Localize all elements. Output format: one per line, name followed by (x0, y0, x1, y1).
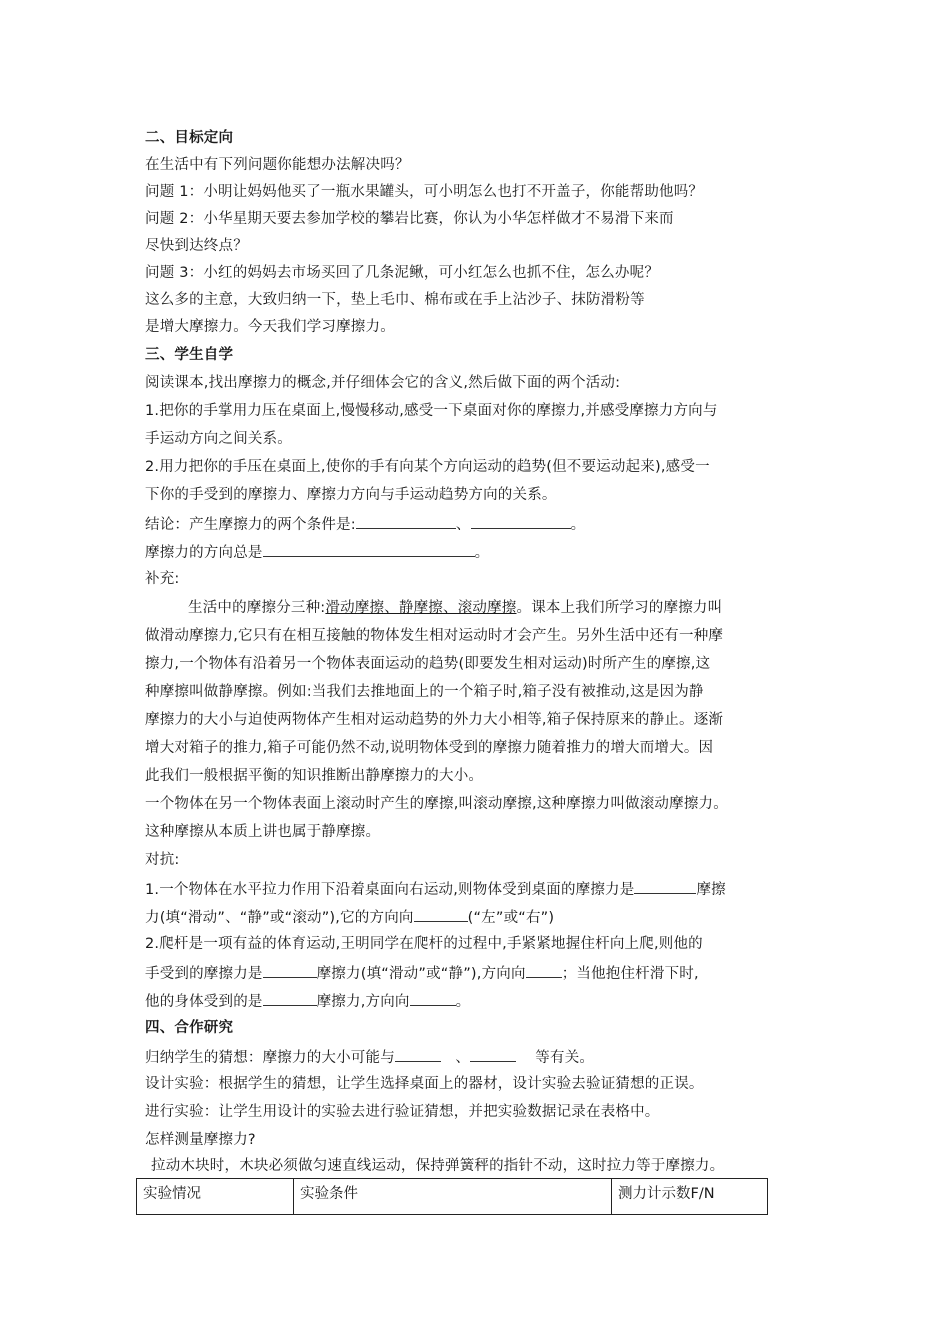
supplement-para-2-line-2: 这种摩擦从本质上讲也属于静摩擦。 (145, 824, 381, 840)
exercise-2-type-blank[interactable] (263, 962, 317, 978)
summary-line-2: 是增大摩擦力。今天我们学习摩擦力。 (145, 319, 395, 335)
guess-prefix: 归纳学生的猜想：摩擦力的大小可能与 (145, 1050, 395, 1066)
header-force-reading: 测力计示数F/N (612, 1179, 768, 1215)
guess-line (145, 1046, 594, 1068)
question-3: 问题 3：小红的妈妈去市场买回了几条泥鳅，可小红怎么也抓不住，怎么办呢？ (145, 265, 660, 281)
guess-suffix: 等有关。 (535, 1050, 595, 1066)
friction-types-prefix: 生活中的摩擦分三种: (188, 600, 326, 616)
header-experiment-conditions: 实验条件 (294, 1179, 612, 1215)
guess-factor-2-blank[interactable] (470, 1046, 516, 1062)
exercise-2-line-2 (145, 962, 699, 984)
conclusion-prefix: 结论：产生摩擦力的两个条件是: (145, 517, 356, 533)
exercise-2-line-1: 2.爬杆是一项有益的体育运动,王明同学在爬杆的过程中,手紧紧地握住杆向上爬,则他的 (145, 936, 703, 952)
condition-1-blank[interactable] (356, 513, 456, 529)
conclusion-end: 。 (570, 517, 586, 533)
activity-2-line-1: 2.用力把你的手压在桌面上,使你的手有向某个方向运动的趋势(但不要运动起来),感受一 (145, 459, 710, 475)
exercise-1-direction-blank[interactable] (414, 906, 468, 922)
design-experiment: 设计实验：根据学生的猜想，让学生选择桌面上的器材，设计实验去验证猜想的正误。 (145, 1076, 704, 1092)
exercise-1-line-1 (145, 878, 726, 900)
exercise-2-slide-direction-blank[interactable] (410, 990, 456, 1006)
how-to-measure-answer: 拉动木块时，木块必须做匀速直线运动，保持弹簧秤的指针不动，这时拉力等于摩擦力。 (151, 1158, 725, 1174)
supplement-para-2-line-1: 一个物体在另一个物体表面上滚动时产生的摩擦,叫滚动摩擦,这种摩擦力叫做滚动摩擦力。 (145, 796, 728, 812)
supplement-para-1-line-2: 做滑动摩擦力,它只有在相互接触的物体发生相对运动时才会产生。另外生活中还有一种摩 (145, 628, 724, 644)
exercise-2-text-e: 摩擦力,方向向 (316, 994, 410, 1010)
exercise-2-line-3 (145, 990, 470, 1012)
supplement-para-1-line-4: 种摩擦叫做静摩擦。例如:当我们去推地面上的一个箱子时,箱子没有被推动,这是因为静 (145, 684, 704, 700)
condition-2-blank[interactable] (471, 513, 571, 529)
exercise-2-text-f: 。 (455, 994, 471, 1010)
exercise-label: 对抗: (145, 852, 180, 868)
summary-line-1: 这么多的主意，大致归纳一下，垫上毛巾、棉布或在手上沾沙子、抹防滑粉等 (145, 292, 645, 308)
activity-2-line-2: 下你的手受到的摩擦力、摩擦力方向与手运动趋势方向的关系。 (145, 487, 557, 503)
supplement-para-1-line-1 (188, 598, 722, 618)
header-experiment-situation: 实验情况 (137, 1179, 294, 1215)
conclusion-separator: 、 (455, 517, 471, 533)
exercise-1-type-blank[interactable] (634, 878, 696, 894)
direction-line (145, 541, 489, 563)
exercise-1-line-2 (145, 906, 554, 928)
exercise-2-direction-blank[interactable] (526, 962, 562, 978)
section-heading-goals: 二、目标定向 (145, 130, 234, 146)
direction-blank[interactable] (263, 541, 475, 557)
experiment-table (136, 1178, 768, 1215)
exercise-2-text-d: 他的身体受到的是 (145, 994, 263, 1010)
exercise-1-hint: 力(填“滑动”、“静”或“滚动”),它的方向向 (145, 910, 414, 926)
exercise-1-direction-hint: (“左”或“右”) (467, 910, 555, 926)
activity-1-line-2: 手运动方向之间关系。 (145, 431, 292, 447)
friction-types-suffix: 。课本上我们所学习的摩擦力叫 (516, 600, 723, 616)
table-header-row (137, 1179, 768, 1215)
exercise-2-text-a: 手受到的摩擦力是 (145, 966, 263, 982)
conclusion-line (145, 513, 585, 535)
supplement-para-1-line-3: 擦力,一个物体有沿着另一个物体表面运动的趋势(即要发生相对运动)时所产生的摩擦,这 (145, 656, 711, 672)
direction-prefix: 摩擦力的方向总是 (145, 545, 263, 561)
exercise-2-text-c: ；当他抱住杆滑下时, (561, 966, 699, 982)
conduct-experiment: 进行实验：让学生用设计的实验去进行验证猜想，并把实验数据记录在表格中。 (145, 1104, 660, 1120)
supplement-para-1-line-5: 摩擦力的大小与迫使两物体产生相对运动趋势的外力大小相等,箱子保持原来的静止。逐渐 (145, 712, 724, 728)
goals-intro: 在生活中有下列问题你能想办法解决吗？ (145, 157, 410, 173)
exercise-1-text: 1.一个物体在水平拉力作用下沿着桌面向右运动,则物体受到桌面的摩擦力是 (145, 882, 635, 898)
guess-factor-1-blank[interactable] (395, 1046, 441, 1062)
section-heading-self-study: 三、学生自学 (145, 347, 234, 363)
exercise-2-text-b: 摩擦力(填“滑动”或“静”),方向向 (316, 966, 526, 982)
friction-types-underlined: 滑动摩擦、静摩擦、滚动摩擦 (325, 600, 517, 616)
activity-1-line-1: 1.把你的手掌用力压在桌面上,慢慢移动,感受一下桌面对你的摩擦力,并感受摩擦力方向与 (145, 403, 718, 419)
question-2-line-1: 问题 2：小华星期天要去参加学校的攀岩比赛，你认为小华怎样做才不易滑下来而 (145, 211, 674, 227)
supplement-para-1-line-7: 此我们一般根据平衡的知识推断出静摩擦力的大小。 (145, 768, 484, 784)
exercise-1-suffix: 摩擦 (696, 882, 726, 898)
self-study-intro: 阅读课本,找出摩擦力的概念,并仔细体会它的含义,然后做下面的两个活动: (145, 375, 621, 391)
question-1: 问题 1：小明让妈妈他买了一瓶水果罐头，可小明怎么也打不开盖子，你能帮助他吗？ (145, 184, 704, 200)
how-to-measure-question: 怎样测量摩擦力? (145, 1132, 256, 1148)
supplement-label: 补充: (145, 571, 180, 587)
question-2-line-2: 尽快到达终点？ (145, 238, 248, 254)
supplement-para-1-line-6: 增大对箱子的推力,箱子可能仍然不动,说明物体受到的摩擦力随着推力的增大而增大。因 (145, 740, 714, 756)
exercise-2-slide-type-blank[interactable] (263, 990, 317, 1006)
section-heading-cooperative: 四、合作研究 (145, 1020, 234, 1036)
direction-end: 。 (474, 545, 490, 561)
guess-separator: 、 (455, 1050, 471, 1066)
